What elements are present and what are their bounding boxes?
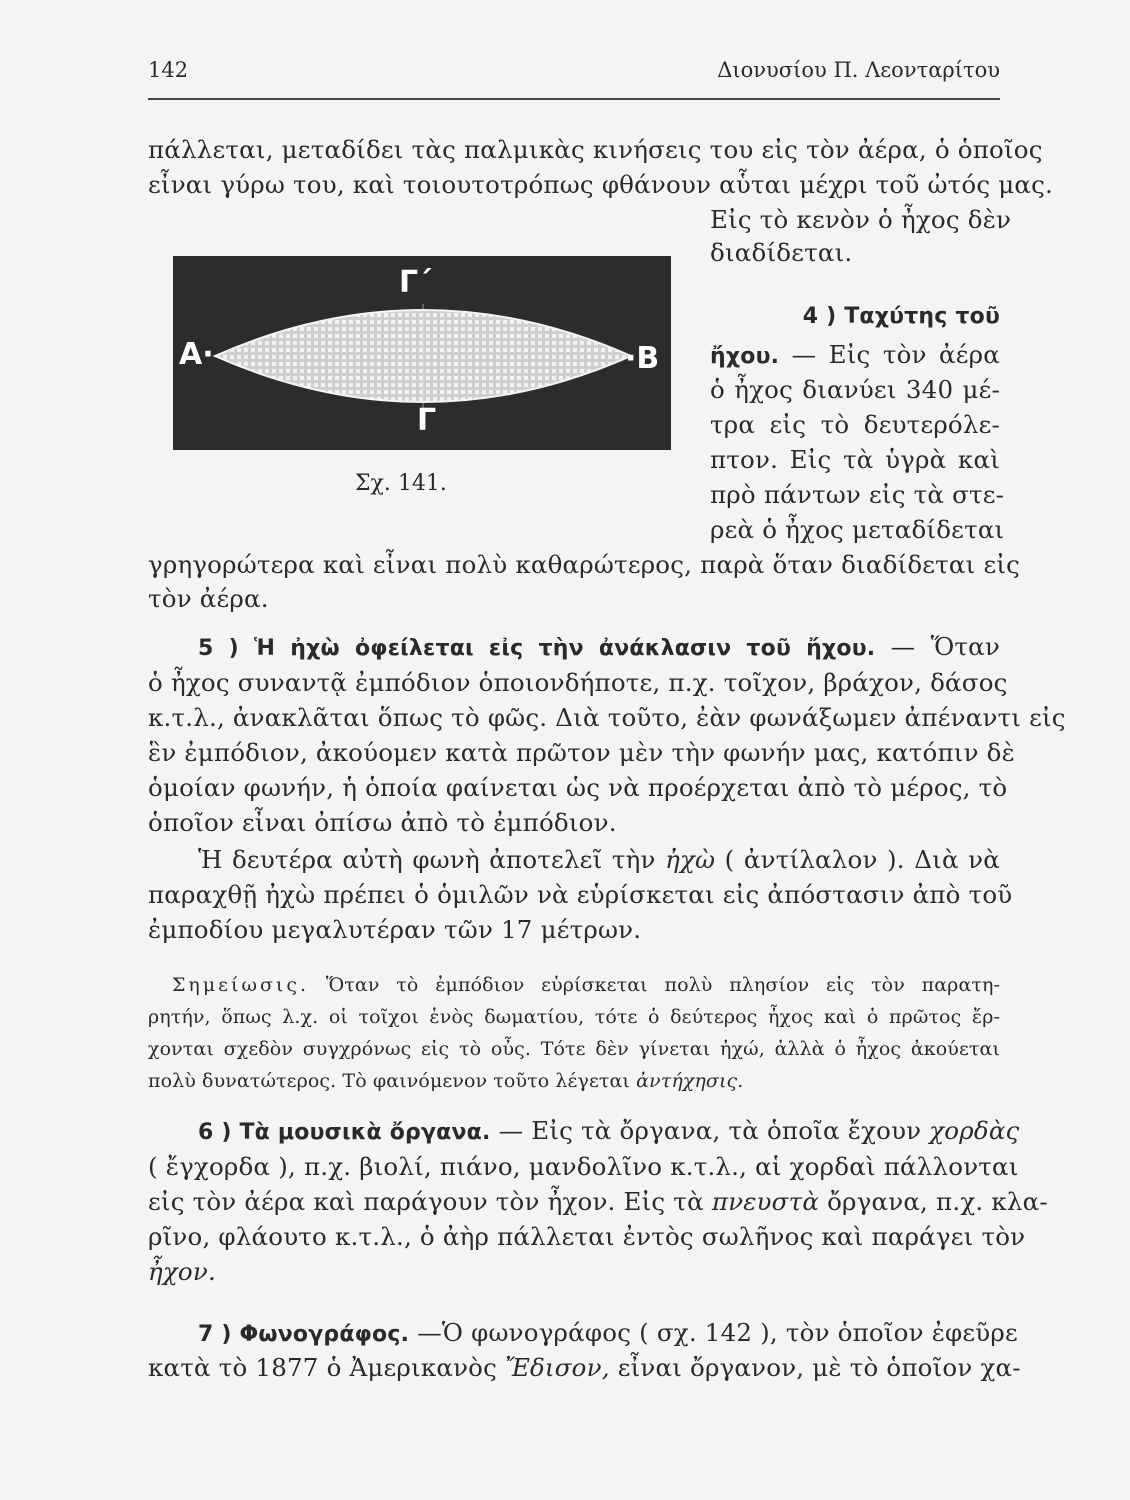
text-line: εἶναι γύρω του, καὶ τοιουτοτρόπως φθάνουν αὗται μέχρι τοῦ ὠτός μας. [148, 170, 1054, 199]
text-line: τὸν ἀέρα. [148, 584, 269, 613]
text-line: Ἡ δευτέρα αὐτὴ φωνὴ ἀποτελεῖ τὴν ἠχὼ ( ἀντίλαλον ). Διὰ νὰ [198, 845, 1000, 874]
text-line: πάλλεται, μεταδίδει τὰς παλμικὰς κινήσεις του εἰς τὸν ἀέρα, ὁ ὁποῖος [148, 135, 1043, 164]
text-line: ( ἔγχορδα ), π.χ. βιολί, πιάνο, μανδολῖνο κ.τ.λ., αἱ χορδαὶ πάλλονται [148, 1152, 1019, 1181]
label-gamma-prime: Γ΄ [399, 265, 432, 300]
section-title: 6 ) Τὰ μουσικὰ ὄργανα. [198, 1120, 491, 1145]
section-title-cont: ἤχου. [710, 344, 780, 369]
text-line: κ.τ.λ., ἀνακλᾶται ὅπως τὸ φῶς. Διὰ τοῦτο, ἐὰν φωνάξωμεν ἀπέναντι εἰς [148, 703, 1066, 732]
note-line: ρητήν, ὅπως λ.χ. οἱ τοῖχοι ἑνὸς δωματίου, τότε ὁ δεύτερος ἦχος καὶ ὁ πρῶτος ἔρ- [148, 1006, 1000, 1028]
figure-141 [173, 256, 671, 450]
running-title: Διονυσίου Π. Λεονταρίτου [717, 58, 1000, 82]
text-line: τρα εἰς τὸ δευτερόλε- [710, 410, 1000, 439]
text-line: κατὰ τὸ 1877 ὁ Ἀμερικανὸς Ἔδισον, εἶναι ὄργανον, μὲ τὸ ὁποῖον χα- [148, 1353, 1021, 1382]
note-line: πολὺ δυνατώτερος. Τὸ φαινόμενον τοῦτο λέγεται ἀντήχησις. [148, 1070, 744, 1092]
text-line: ὁποῖον εἶναι ὀπίσω ἀπὸ τὸ ἐμπόδιον. [148, 808, 617, 837]
text-line: διαδίδεται. [710, 238, 853, 267]
section-title: 7 ) Φωνογράφος. [198, 1322, 410, 1347]
section-title: 4 ) Ταχύτης τοῦ [802, 304, 1000, 329]
section-5-heading: 5 ) Ἡ ἠχὼ ὀφείλεται εἰς τὴν ἀνάκλασιν τοῦ ἤχου. — Ὅταν [198, 632, 1000, 661]
label-gamma: Γ [417, 403, 437, 438]
page-number: 142 [148, 58, 189, 82]
text-line: Εἰς τὸ κενὸν ὁ ἦχος δὲν [710, 205, 1012, 234]
text-line: ἤχου. — Εἰς τὸν ἀέρα [710, 340, 1000, 369]
note-line: χονται σχεδὸν συγχρόνως εἰς τὸ οὖς. Τότε δὲν γίνεται ἠχώ, ἀλλὰ ὁ ἦχος ἀκούεται [148, 1038, 1000, 1060]
figure-caption: Σχ. 141. [355, 471, 447, 496]
text-line: ὁμοίαν φωνήν, ἡ ὁποία φαίνεται ὡς νὰ προέρχεται ἀπὸ τὸ μέρος, τὸ [148, 773, 1008, 802]
label-beta: ·Β [625, 341, 660, 376]
text-line: ὁ ἦχος διανύει 340 μέ- [710, 375, 1000, 404]
text-line: παραχθῇ ἠχὼ πρέπει ὁ ὁμιλῶν νὰ εὑρίσκεται εἰς ἀπόστασιν ἀπὸ τοῦ [148, 880, 1013, 909]
text-line: εἰς τὸν ἀέρα καὶ παράγουν τὸν ἦχον. Εἰς τὰ πνευστὰ ὄργανα, π.χ. κλα- [148, 1187, 1048, 1216]
text-line: ρῖνο, φλάουτο κ.τ.λ., ὁ ἀὴρ πάλλεται ἐντὸς σωλῆνος καὶ παράγει τὸν [148, 1222, 1026, 1251]
text-line: ἓν ἐμπόδιον, ἀκούομεν κατὰ πρῶτον μὲν τὴν φωνήν μας, κατόπιν δὲ [148, 738, 1015, 767]
note-label: Σημείωσις. [172, 974, 310, 996]
text-line: ἐμποδίου μεγαλυτέραν τῶν 17 μέτρων. [148, 915, 642, 944]
label-alpha: Α· [179, 337, 214, 372]
section-7-heading: 7 ) Φωνογράφος. —Ὁ φωνογράφος ( σχ. 142 ), τὸν ὁποῖον ἐφεῦρε [198, 1318, 1018, 1347]
header-rule [148, 98, 1000, 100]
text-line: πτον. Εἰς τὰ ὑγρὰ καὶ [710, 445, 1000, 474]
note-line: Σημείωσις. Ὅταν τὸ ἐμπόδιον εὑρίσκεται πολὺ πλησίον εἰς τὸν παρατη- [172, 974, 1001, 996]
section-6-heading: 6 ) Τὰ μουσικὰ ὄργανα. — Εἰς τὰ ὄργανα, τὰ ὁποῖα ἔχουν χορδὰς [198, 1116, 1020, 1145]
section-title: 5 ) Ἡ ἠχὼ ὀφείλεται εἰς τὴν ἀνάκλασιν τοῦ ἤχου. [198, 636, 876, 661]
text-line: πρὸ πάντων εἰς τὰ στε- [710, 480, 1005, 509]
text-line: ὁ ἦχος συναντᾷ ἐμπόδιον ὁποιονδήποτε, π.χ. τοῖχον, βράχον, δάσος [148, 668, 1008, 697]
section-4-heading [710, 300, 1000, 332]
text-line: γρηγορώτερα καὶ εἶναι πολὺ καθαρώτερος, παρὰ ὅταν διαδίδεται εἰς [148, 550, 1021, 579]
text-line: ρεὰ ὁ ἦχος μεταδίδεται [710, 515, 1005, 544]
text-line: ἦχον. [148, 1257, 216, 1286]
